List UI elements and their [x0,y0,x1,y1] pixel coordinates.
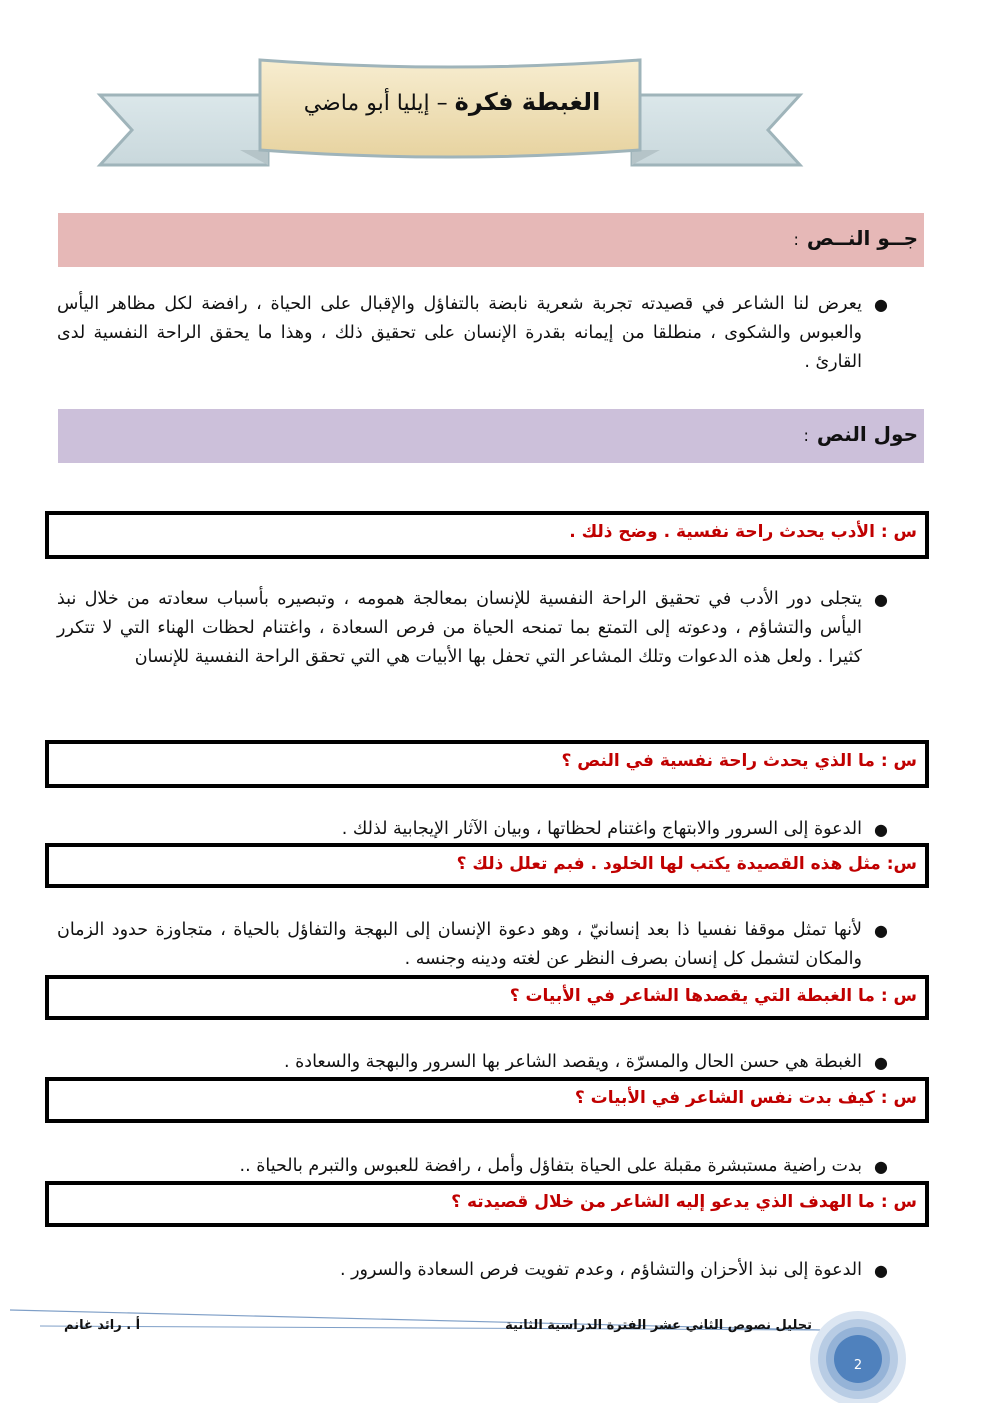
section-about-colon: : [803,426,809,445]
answer-text: الدعوة إلى السرور والابتهاج واغتنام لحظاتها ، وبيان الآثار الإيجابية لذلك . [341,819,862,839]
answer-paragraph [57,1152,888,1181]
poet-name: إيليا أبو ماضي [303,91,430,116]
answer-text: لأنها تمثل موقفا نفسيا ذا بعد إنسانيّ ، وهو دعوة الإنسان إلى البهجة والتفاؤل بالحياة ، متجاوزة حدود الزمان والمكان لتشمل كل إنسان بصرف النظر عن لغته ودينه وجنسه . [57,920,862,969]
question-text: س: مثل هذه القصيدة يكتب لها الخلود . فبم تعلل ذلك ؟ [456,854,917,874]
answer-paragraph [57,815,888,844]
bullet: ● [874,921,888,940]
question-text: س : ما الغبطة التي يقصدها الشاعر في الأبيات ؟ [509,986,917,1006]
question-text: س : كيف بدت نفس الشاعر في الأبيات ؟ [574,1088,917,1108]
section-atmosphere-label: جــو النــص [806,226,918,250]
answer-paragraph [57,916,888,974]
intro-paragraph [57,290,888,377]
poem-title: الغبطة فكرة [454,88,601,116]
section-about-label: حول النص [816,422,918,446]
question-text: س : ما الهدف الذي يدعو إليه الشاعر من خلال قصيدته ؟ [451,1192,917,1212]
question-box [45,511,929,559]
question-box [45,843,929,888]
answer-text: يتجلى دور الأدب في تحقيق الراحة النفسية للإنسان بمعالجة همومه ، وتبصيره بأسباب سعادته من خلال نبذ اليأس والتشاؤم ، ودعوته إلى التمتع بما تمنحه الحياة من فرص السعادة ، واغتنام لحظات الهناء التي لا تتكرر كثيرا . ولعل هذه الدعوات وتلك المشاعر التي تحفل بها الأبيات هي التي تحقق الراحة النفسية للإنسان [57,589,862,667]
answer-text: الغبطة هي حسن الحال والمسرّة ، ويقصد الشاعر بها السرور والبهجة والسعادة . [284,1052,862,1072]
question-box [45,1181,929,1227]
section-atmosphere-colon: : [793,230,799,249]
footer-teacher: أ . رائد غانم [64,1318,141,1333]
bullet: ● [874,820,888,839]
question-box [45,975,929,1020]
intro-text: يعرض لنا الشاعر في قصيدته تجربة شعرية نابضة بالتفاؤل والإقبال على الحياة ، رافضة لكل مظاهر اليأس والعبوس والشكوى ، منطلقا من إيمانه بقدرة الإنسان على تحقيق ذلك ، وهذا ما يحقق الراحة النفسية لدى القارئ . [57,294,862,372]
bullet: ● [874,590,888,609]
footer-decoration [0,1290,992,1403]
section-about-bar [58,409,924,463]
question-text: س : الأدب يحدث راحة نفسية . وضح ذلك . [569,522,917,542]
answer-paragraph [57,585,888,672]
footer-course: تحليل نصوص الثاني عشر الفترة الدراسية الثانية [505,1318,812,1333]
bullet: ● [874,1157,888,1176]
question-box [45,740,929,788]
section-atmosphere-bar [58,213,924,267]
bullet: ● [874,295,888,314]
answer-paragraph [57,1256,888,1285]
bullet: ● [874,1261,888,1280]
banner-title [262,82,642,122]
answer-text: بدت راضية مستبشرة مقبلة على الحياة بتفاؤل وأمل ، رافضة للعبوس والتبرم بالحياة .. [239,1156,862,1176]
title-dash: – [436,91,448,116]
bullet: ● [874,1053,888,1072]
answer-paragraph [57,1048,888,1077]
answer-text: الدعوة إلى نبذ الأحزان والتشاؤم ، وعدم تفويت فرص السعادة والسرور . [339,1260,862,1280]
question-box [45,1077,929,1123]
page-number: 2 [853,1358,863,1373]
question-text: س : ما الذي يحدث راحة نفسية في النص ؟ [561,751,917,771]
